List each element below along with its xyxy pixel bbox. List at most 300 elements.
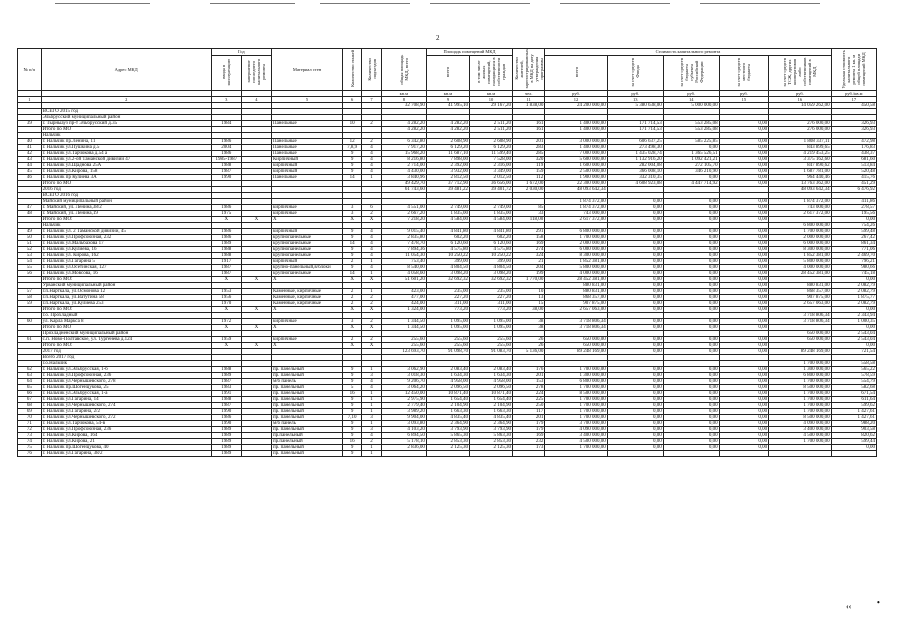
table-cell: 4 058,60: [381, 270, 426, 276]
table-cell: 0,00: [719, 126, 769, 132]
unit-cell: кв.м: [426, 90, 469, 96]
table-cell: 5 800 000,00: [545, 264, 607, 270]
table-cell: 272 105,70: [663, 162, 719, 168]
table-cell: 49: [18, 228, 42, 234]
table-cell: 8 500 000,00: [769, 414, 831, 420]
page-number: 2: [436, 34, 440, 42]
table-cell: 3 375 162,60: [769, 156, 831, 162]
table-cell: [663, 450, 719, 456]
table-cell: 6 800 000,00: [545, 378, 607, 384]
table-cell: 0,00: [719, 240, 769, 246]
column-number: 14: [663, 96, 719, 102]
table-cell: 1990: [211, 408, 241, 414]
table-row: [18, 450, 877, 456]
table-cell: 880 831,00: [545, 288, 607, 294]
table-cell: 1: [362, 270, 381, 276]
table-cell: Каменные, кирпичные: [271, 294, 342, 300]
table-cell: X: [211, 324, 241, 330]
table-cell: 1 324,00: [381, 306, 426, 312]
table-cell: 0,00: [607, 264, 663, 270]
table-cell: Итого по МО: [41, 126, 211, 132]
table-cell: пр.панельный: [271, 438, 342, 444]
table-cell: X: [343, 324, 362, 330]
table-cell: 39 401,72: [469, 186, 512, 192]
table-cell: 7,10: [343, 414, 362, 420]
table-cell: 40: [18, 138, 42, 144]
table-cell: Прохладненский муниципальный район: [41, 330, 211, 336]
table-cell: 988,20: [831, 420, 876, 426]
table-cell: пр. панельный: [271, 396, 342, 402]
table-cell: 8 500 000,00: [769, 384, 831, 390]
table-cell: 276 000,00: [769, 120, 831, 126]
table-cell: 0,00: [607, 384, 663, 390]
table-cell: 1 400 000,00: [545, 126, 607, 132]
column-number: 17: [831, 96, 876, 102]
table-cell: 0,00: [607, 408, 663, 414]
table-cell: г. Нальчик пр.Шогенцукова, 40: [41, 444, 211, 450]
table-cell: г. Нальчик ул.Профсоюзная, 236: [41, 426, 211, 432]
table-cell: 59: [18, 300, 42, 306]
table-cell: 2 779,40: [381, 402, 426, 408]
table-cell: 1985-1987: [211, 156, 241, 162]
table-cell: 1989: [211, 450, 241, 456]
table-cell: 4 103,20: [381, 426, 426, 432]
col-header-fund: за счет средств Фонда: [607, 55, 663, 90]
table-cell: 1 835,00: [469, 210, 512, 216]
table-cell: 0,00: [663, 198, 719, 204]
table-cell: 36 656,00: [469, 180, 512, 186]
table-cell: 1988: [211, 252, 241, 258]
table-cell: 1 000,35: [831, 318, 876, 324]
table-cell: г.п.Нарткала, ул.Осмонова 12: [41, 288, 211, 294]
table-cell: 0,00: [719, 342, 769, 348]
table-cell: Итого по МО:: [41, 216, 211, 222]
table-cell: 3 000 000,00: [545, 138, 607, 144]
table-cell: 9: [343, 402, 362, 408]
table-cell: 0,00: [719, 246, 769, 252]
table-cell: 62: [18, 366, 42, 372]
table-cell: 14 059 262,00: [769, 102, 831, 108]
unit-cell: кв.м: [381, 90, 426, 96]
table-cell: 0,00: [831, 324, 876, 330]
table-cell: 2: [362, 294, 381, 300]
table-cell: 10 250,22: [426, 252, 469, 258]
table-cell: 6 000 000,00: [769, 240, 831, 246]
table-cell: 0,00: [663, 252, 719, 258]
table-cell: крупнопанельные: [271, 246, 342, 252]
table-cell: 1 700 000,00: [545, 396, 607, 402]
table-cell: 3: [362, 426, 381, 432]
page-top-rule: [560, 3, 670, 4]
table-cell: 4 282,20: [381, 126, 426, 132]
table-cell: 399,00: [469, 258, 512, 264]
table-cell: 6 129,20: [469, 144, 512, 150]
table-cell: 0,00: [719, 282, 769, 288]
table-cell: 11 599,40: [469, 150, 512, 156]
table-cell: 1: [362, 288, 381, 294]
table-cell: 45: [18, 168, 42, 174]
column-number: 16: [769, 96, 831, 102]
table-cell: X: [362, 342, 381, 348]
table-cell: 0,00: [719, 438, 769, 444]
table-cell: [769, 450, 831, 456]
table-cell: 73: [18, 432, 42, 438]
table-cell: г. Майский, ул. Ленина,19: [41, 210, 211, 216]
table-cell: 0,00: [607, 324, 663, 330]
table-cell: 3 093,80: [381, 420, 426, 426]
table-cell: 4 282,20: [426, 120, 469, 126]
table-cell: X: [241, 306, 271, 312]
table-cell: 53: [18, 252, 42, 258]
table-cell: 0,00: [663, 384, 719, 390]
table-cell: 4: [362, 162, 381, 168]
table-cell: 2 096,50: [426, 384, 469, 390]
table-cell: 0,00: [607, 438, 663, 444]
table-cell: 671,54: [831, 390, 876, 396]
table-cell: 0,00: [663, 174, 719, 180]
table-cell: 1 874 372,00: [545, 198, 607, 204]
table-cell: г. Нальчик пр.Шогенцукова, 25: [41, 384, 211, 390]
table-cell: 2 543,04: [831, 330, 876, 336]
table-cell: Каменные, кирпичные: [271, 288, 342, 294]
table-cell: 0,00: [607, 258, 663, 264]
table-cell: [469, 450, 512, 456]
table-cell: 3 400 000,00: [545, 432, 607, 438]
table-cell: 3 062,90: [381, 366, 426, 372]
table-cell: 0,00: [719, 444, 769, 450]
table-cell: 63: [18, 372, 42, 378]
table-cell: X: [362, 306, 381, 312]
table-cell: X: [343, 306, 362, 312]
table-cell: 38,00: [513, 306, 545, 312]
table-cell: 0,00: [719, 234, 769, 240]
table-cell: 48: [18, 210, 42, 216]
table-cell: 1 700 000,00: [545, 234, 607, 240]
table-cell: 16: [343, 438, 362, 444]
table-cell: 5 800 000,00: [769, 258, 831, 264]
table-cell: 1 300 000,00: [769, 366, 831, 372]
table-cell: 415,76: [831, 174, 876, 180]
table-cell: 2 082,79: [831, 288, 876, 294]
table-cell: X: [362, 324, 381, 330]
table-cell: [831, 450, 876, 456]
table-cell: 24 200 000,00: [545, 102, 607, 108]
table-cell: 1 770,00: [513, 276, 545, 282]
col-header-subject-budget: за счет средств бюджета субъекта Российской Федерации: [663, 55, 719, 90]
table-cell: Панельные: [271, 138, 342, 144]
table-cell: 0,00: [607, 306, 663, 312]
table-cell: 89 248 169,00: [545, 348, 607, 354]
table-cell: X: [211, 306, 241, 312]
table-cell: 326,93: [831, 120, 876, 126]
table-cell: X: [241, 324, 271, 330]
table-cell: 565,22: [831, 366, 876, 372]
table-cell: 123 693,70: [381, 348, 426, 354]
unit-cell: кв.м: [469, 90, 512, 96]
table-cell: 2 083,40: [426, 366, 469, 372]
table-cell: 0,00: [719, 300, 769, 306]
table-cell: 1986: [211, 204, 241, 210]
table-cell: 0,00: [607, 432, 663, 438]
table-cell: 5 865,30: [426, 432, 469, 438]
table-cell: 0,00: [607, 372, 663, 378]
table-cell: 2 469,70: [831, 252, 876, 258]
table-cell: 0,00: [719, 402, 769, 408]
table-cell: 1: [362, 174, 381, 180]
table-cell: Урванский муниципальный район: [41, 282, 211, 288]
table-cell: 861,34: [831, 240, 876, 246]
table-cell: 1 700 000,00: [545, 366, 607, 372]
table-cell: 1 687 781,00: [769, 168, 831, 174]
table-cell: 0,00: [719, 252, 769, 258]
table-cell: 5 600 000,00: [545, 156, 607, 162]
table-cell: [426, 450, 469, 456]
table-cell: г. Нальчик ул.Эльбрусская, 1-б: [41, 366, 211, 372]
table-cell: X: [241, 276, 271, 282]
column-number: 1: [18, 96, 42, 102]
table-cell: 61 743,60: [381, 186, 426, 192]
table-cell: ВСЕГО 2016 год: [41, 192, 211, 198]
table-cell: 1989: [211, 372, 241, 378]
table-cell: пр. панельный: [271, 372, 342, 378]
table-cell: 2: [362, 336, 381, 342]
table-cell: 773,20: [426, 306, 469, 312]
table-cell: 2: [343, 294, 362, 300]
table-cell: 41: [18, 144, 42, 150]
table-cell: 4: [362, 150, 381, 156]
table-cell: [381, 450, 426, 456]
table-cell: 0,00: [663, 228, 719, 234]
table-cell: 0,00: [663, 336, 719, 342]
table-cell: 276 000,00: [769, 126, 831, 132]
table-cell: 176: [513, 366, 545, 372]
table-cell: 291: [513, 228, 545, 234]
table-cell: 907 875,00: [545, 300, 607, 306]
table-cell: 2 975,90: [381, 396, 426, 402]
table-cell: пр. панельный: [271, 426, 342, 432]
table-cell: 650 000,00: [769, 336, 831, 342]
table-cell: 28 452 381,00: [769, 270, 831, 276]
table-cell: г. Нальчик ул.Пушкина д.5: [41, 144, 211, 150]
table-cell: X: [271, 342, 342, 348]
table-cell: крупнопанельные: [271, 270, 342, 276]
table-cell: 4: [362, 384, 381, 390]
table-cell: 6 894,50: [381, 432, 426, 438]
table-cell: 796,21: [831, 258, 876, 264]
table-cell: 1 663,30: [426, 408, 469, 414]
table-cell: 47: [18, 204, 42, 210]
table-cell: 4 090 000,00: [545, 426, 607, 432]
table-cell: 753,40: [381, 258, 426, 264]
table-cell: 2: [362, 318, 381, 324]
table-cell: 0,00: [663, 144, 719, 150]
table-cell: 0,00: [719, 288, 769, 294]
table-cell: 602,20: [469, 234, 512, 240]
table-cell: 4: [362, 378, 381, 384]
table-cell: 1 365 526,51: [663, 150, 719, 156]
table-cell: 8 216,80: [381, 156, 426, 162]
table-cell: 43: [18, 156, 42, 162]
table-cell: 1 700 000,00: [769, 402, 831, 408]
table-cell: 4: [362, 234, 381, 240]
table-cell: 10: [513, 288, 545, 294]
table-cell: 0,00: [719, 294, 769, 300]
table-cell: 1990: [211, 420, 241, 426]
table-cell: Панельные: [271, 150, 342, 156]
table-cell: 250: [513, 402, 545, 408]
table-cell: 1 427,61: [831, 414, 876, 420]
column-number: 4: [241, 96, 271, 102]
table-cell: 0,00: [607, 402, 663, 408]
table-cell: г. Тырныауз пр-т Эльбрусский д.35: [41, 120, 211, 126]
table-cell: 0,00: [719, 120, 769, 126]
table-cell: 0,00: [719, 414, 769, 420]
table-cell: пр.панельный: [271, 432, 342, 438]
table-cell: 326,93: [831, 126, 876, 132]
table-cell: 52: [18, 246, 42, 252]
table-cell: 1986: [211, 414, 241, 420]
table-cell: 1 700 000,00: [769, 390, 831, 396]
table-cell: г.п.Нарткала, ул.Кулиева 253: [41, 300, 211, 306]
table-cell: г. Нальчик ул.Кулиева, 16: [41, 246, 211, 252]
table-cell: 0,00: [663, 264, 719, 270]
table-cell: 681,60: [831, 156, 876, 162]
page-top-rule: [55, 3, 150, 4]
table-cell: 176,83: [831, 144, 876, 150]
table-cell: 438,37: [831, 150, 876, 156]
register-sheet: [17, 48, 877, 457]
table-cell: 0,00: [719, 198, 769, 204]
table-cell: 274: [513, 246, 545, 252]
table-cell: 5 178,10: [381, 438, 426, 444]
table-cell: 0,00: [663, 420, 719, 426]
table-cell: 0,00: [719, 162, 769, 168]
table-cell: 7 218,20: [381, 216, 426, 222]
table-cell: 49 429,70: [381, 180, 426, 186]
table-cell: 112: [513, 174, 545, 180]
table-cell: 0,00: [663, 402, 719, 408]
unit-cell: руб.: [607, 90, 663, 96]
table-cell: 472,98: [831, 138, 876, 144]
table-cell: 85: [513, 204, 545, 210]
table-cell: 346 210,90: [663, 168, 719, 174]
table-cell: X: [211, 342, 241, 348]
col-header-cost-all: всего: [545, 55, 607, 90]
table-cell: 0,00: [663, 348, 719, 354]
table-cell: 0,00: [719, 150, 769, 156]
table-cell: 7 917,20: [381, 144, 426, 150]
table-cell: 4 282,20: [381, 120, 426, 126]
table-cell: 0,00: [663, 210, 719, 216]
table-cell: 0,00: [719, 378, 769, 384]
table-cell: 6 342,80: [381, 138, 426, 144]
table-cell: 554,79: [831, 378, 876, 384]
table-cell: 2 853,30: [426, 438, 469, 444]
table-cell: 0,00: [607, 426, 663, 432]
table-cell: 38: [513, 324, 545, 330]
repair-register-table: [17, 48, 877, 457]
table-cell: 4 835,40: [426, 414, 469, 420]
table-cell: 26: [513, 336, 545, 342]
table-cell: 28 452 381,00: [545, 276, 607, 282]
table-cell: 4 430,00: [381, 168, 426, 174]
table-cell: 4: [362, 252, 381, 258]
table-cell: Итого по МО:: [41, 342, 211, 348]
table-cell: 76: [18, 450, 42, 456]
table-cell: 9: [343, 426, 362, 432]
col-header-no: № п/п: [18, 49, 42, 91]
table-cell: 2: [362, 210, 381, 216]
table-cell: 0,00: [719, 432, 769, 438]
table-cell: г. Нальчик ул.Чернышевского, 274: [41, 402, 211, 408]
table-cell: X: [362, 216, 381, 222]
table-cell: 0,00: [663, 408, 719, 414]
table-cell: 1956: [211, 294, 241, 300]
table-cell: 0,00: [719, 228, 769, 234]
table-cell: 117: [513, 408, 545, 414]
register-body: [18, 102, 877, 456]
column-number: 10: [469, 96, 512, 102]
table-cell: 5: [343, 384, 362, 390]
table-cell: 273 498,30: [607, 144, 663, 150]
table-cell: 227,20: [426, 294, 469, 300]
table-cell: 320: [513, 156, 545, 162]
table-cell: 1 435 028,74: [607, 150, 663, 156]
table-cell: 1 874 372,00: [545, 204, 607, 210]
table-cell: 880 831,00: [545, 282, 607, 288]
table-cell: 4: [362, 228, 381, 234]
table-cell: 1 092 421,21: [663, 156, 719, 162]
unit-cell: руб.: [663, 90, 719, 96]
table-cell: г. Нальчик ул. Кирова, 162: [41, 252, 211, 258]
table-cell: 324: [513, 252, 545, 258]
table-cell: 0,00: [663, 438, 719, 444]
column-number: 7: [362, 96, 381, 102]
table-cell: 2 125,30: [426, 444, 469, 450]
table-cell: 1 095,00: [426, 324, 469, 330]
table-cell: 9: [343, 168, 362, 174]
table-cell: 1972: [211, 318, 241, 324]
table-cell: 4 282,20: [426, 126, 469, 132]
table-cell: 0,00: [719, 426, 769, 432]
table-cell: 75: [18, 444, 42, 450]
table-cell: 743 000,00: [769, 204, 831, 210]
table-cell: 0,00: [719, 390, 769, 396]
table-cell: 1: [362, 390, 381, 396]
table-cell: 743 000,00: [545, 210, 607, 216]
table-cell: 179: [513, 420, 545, 426]
table-cell: 2 082,79: [831, 282, 876, 288]
table-cell: 67: [18, 396, 42, 402]
table-cell: 3 840,96: [381, 174, 426, 180]
table-cell: 255,60: [469, 342, 512, 348]
table-cell: 0,00: [607, 342, 663, 348]
table-cell: 4 584,00: [426, 216, 469, 222]
table-cell: 0,00: [719, 204, 769, 210]
table-cell: г. Нальчик ул.Чернышевского, 278: [41, 378, 211, 384]
table-cell: 169: [513, 432, 545, 438]
table-cell: г. Нальчик ул.Мальбахова 17: [41, 240, 211, 246]
table-cell: 1 875,77: [831, 294, 876, 300]
col-group-year: Год: [211, 49, 271, 56]
table-cell: 8 300 000,00: [545, 252, 607, 258]
table-cell: 1 852 381,00: [769, 252, 831, 258]
table-cell: 1 700 000,00: [769, 438, 831, 444]
table-cell: 1 700 000,00: [769, 396, 831, 402]
unit-cell: руб.: [769, 90, 831, 96]
table-cell: 278: [513, 384, 545, 390]
table-cell: Итого по МО: [41, 180, 211, 186]
